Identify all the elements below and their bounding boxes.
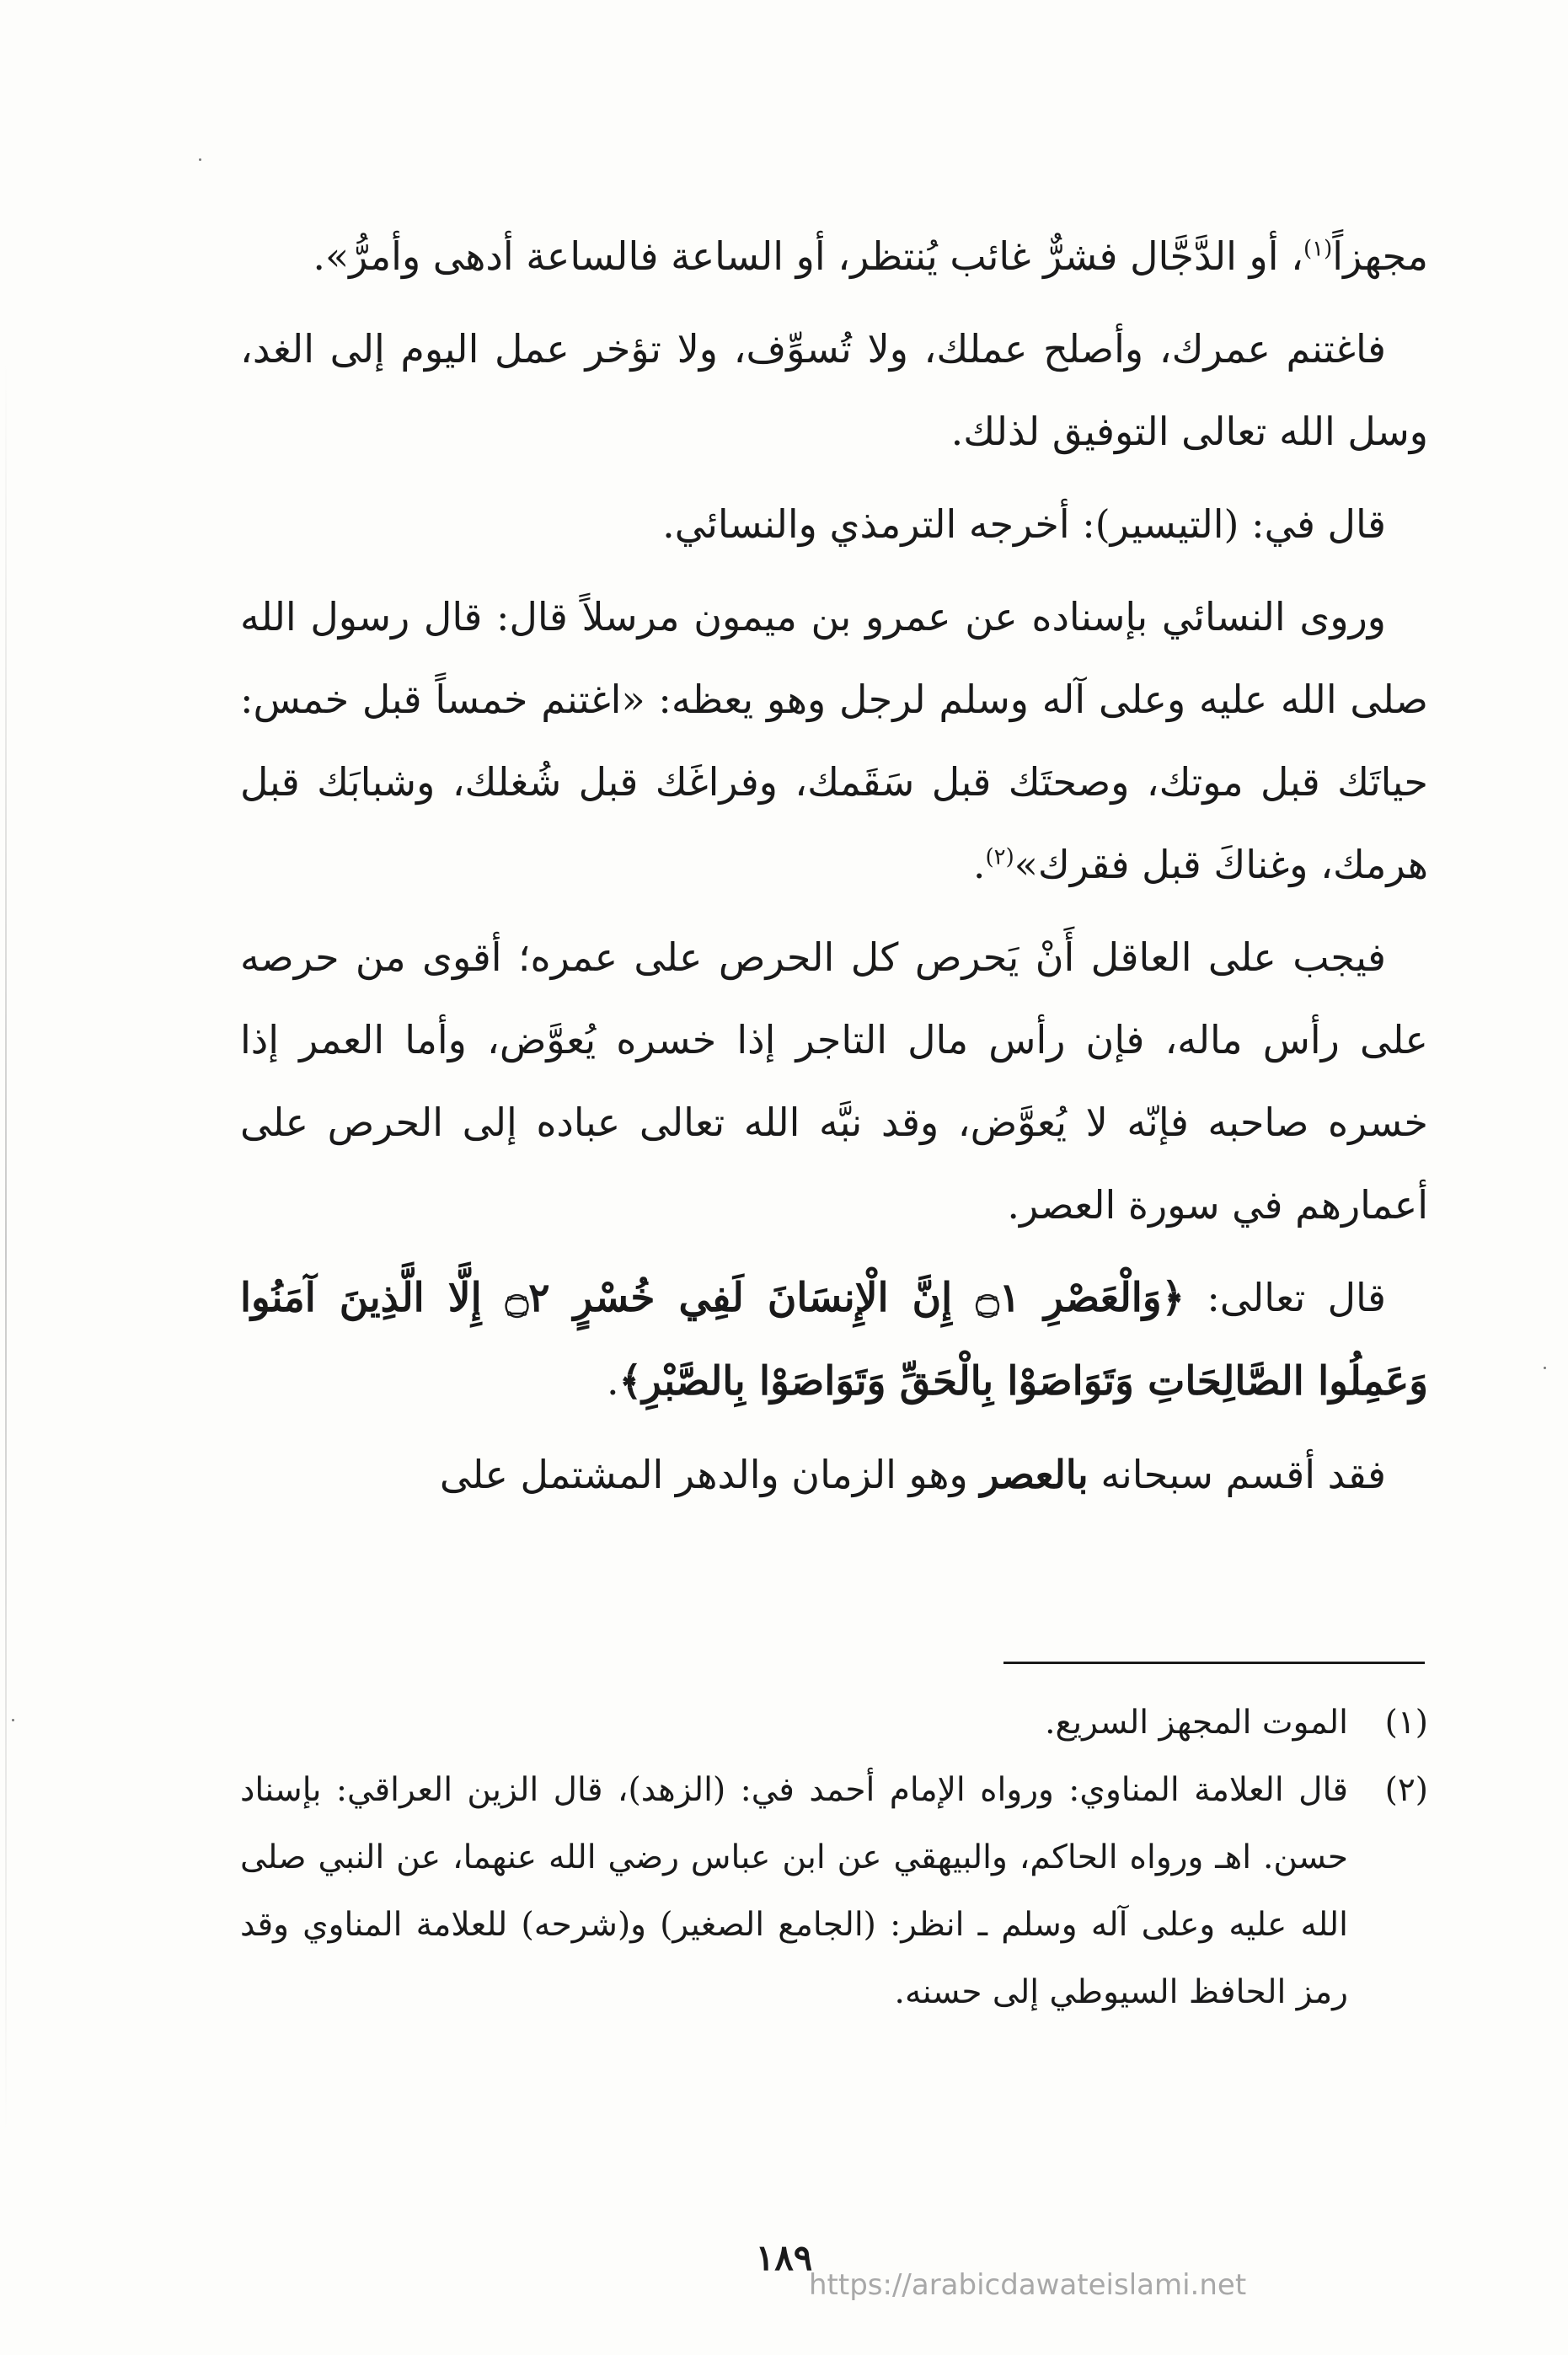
paragraph-7 [240,1433,1428,1516]
paragraph-1-text: مجهزاً [1332,233,1428,279]
footnote-text: قال العلامة المناوي: ورواه الإمام أحمد في: (الزهد)، قال الزين العراقي: بإسناد حسن. اهـ ورواه الحاكم، والبيهقي عن ابن عباس رضي الله عنهما، عن النبي صلى الله عليه وعلى آله وسلم ـ انظر: (الجامع الصغير) و(شرحه) للعلامة المناوي وقد رمز الحافظ السيوطي إلى حسنه. [240,1771,1348,2011]
footnote-1 [240,1689,1428,1757]
footnote-number: (١) [1384,1704,1428,1742]
paragraph-3: قال في: (التيسير): أخرجه الترمذي والنسائي. [662,501,1386,547]
scan-speck [1544,1367,1546,1369]
main-text [240,215,1428,1526]
footnote-text: الموت المجهز السريع. [1045,1704,1348,1742]
scan-speck [12,1719,14,1721]
footnote-separator [1003,1662,1425,1664]
paragraph-4-end: . [972,842,986,887]
verse-end: . [606,1358,619,1404]
quran-verse: ﴿وَالْعَصْرِ ۝١ إِنَّ الْإِنسَانَ لَفِي خُسْرٍ ۝٢ إِلَّا الَّذِينَ آمَنُوا وَعَمِلُوا الصَّالِحَاتِ وَتَوَاصَوْا بِالْحَقِّ وَتَوَاصَوْا بِالصَّبْرِ﴾ [240,1275,1428,1405]
scan-speck [199,158,201,161]
scan-edge-shadow [5,362,7,2132]
page-number: ١٨٩ [755,2237,813,2278]
paragraph-7-continuation: وهو الزمان والدهر المشتمل على [439,1452,968,1497]
footnote-ref-2: (٢) [985,844,1014,870]
paragraph-2: فاغتنم عمرك، وأصلح عملك، ولا تُسوِّف، ولا تؤخر عمل اليوم إلى الغد، وسل الله تعالى التوفيق لذلك. [240,326,1428,454]
paragraph-quran-verse [240,1256,1428,1423]
bold-word: بالعصر [980,1452,1089,1497]
watermark-url: https://arabicdawateislami.net [809,2268,1247,2302]
footnote-2 [240,1757,1428,2026]
footnotes [240,1689,1428,2026]
paragraph-4-text: وروى النسائي بإسناده عن عمرو بن ميمون مرسلاً قال: قال رسول الله صلى الله عليه وعلى آله وسلم لرجل وهو يعظه: «اغتنم خمساً قبل خمس: حياتَك قبل موتك، وصحتَك قبل سَقَمك، وفراغَك قبل شُغلك، وشبابَك قبل هرمك، وغناكَ قبل فقرك» [240,594,1428,887]
footnote-ref-1: (١) [1303,236,1333,262]
paragraph-5: فيجب على العاقل أَنْ يَحرص كل الحرص على عمره؛ أقوى من حرصه على رأس ماله، فإن رأس مال التاجر إذا خسره يُعوَّض، وأما العمر إذا خسره صاحبه فإنّه لا يُعوَّض، وقد نبَّه الله تعالى عباده إلى الحرص على أعمارهم في سورة العصر. [240,934,1428,1228]
paragraph-1 [240,215,1428,297]
paragraph-7-text: فقد أقسم سبحانه [1100,1452,1386,1497]
verse-intro: قال تعالى: [1207,1275,1387,1320]
paragraph-1-continuation: ، أو الدَّجَّال فشرٌّ غائب يُنتظر، أو الساعة فالساعة أدهى وأمرُّ». [313,233,1304,279]
footnote-number: (٢) [1384,1771,1428,1809]
paragraph-4 [240,575,1428,906]
